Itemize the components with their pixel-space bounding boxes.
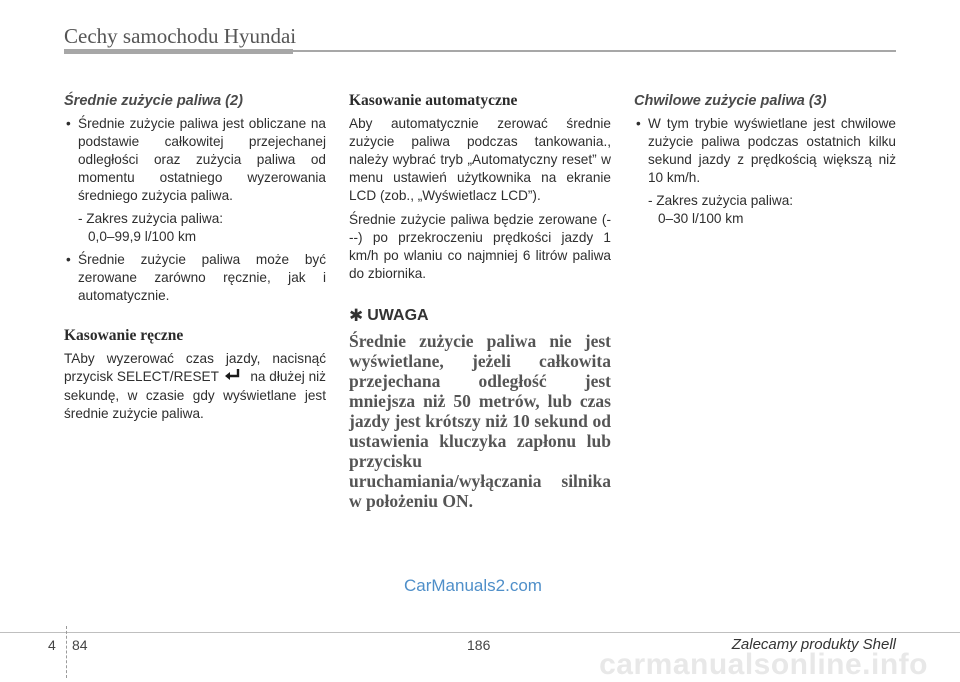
range-value: 0–30 l/100 km <box>658 211 744 226</box>
range-value: 0,0–99,9 l/100 km <box>88 229 197 244</box>
page-number: 84 <box>72 637 88 653</box>
auto-reset-condition-text: Średnie zużycie paliwa będzie zerowane (---) po przekroczeniu prędkości jazdy 1 km/h po wlaniu co najmniej 6 litrów paliwa do zbiornika. <box>349 212 611 281</box>
footer-site-watermark: carmanualsonline.info <box>599 648 928 681</box>
bullet-item <box>64 115 326 205</box>
page-header-title: Cechy samochodu Hyundai <box>64 24 297 48</box>
chapter-number: 4 <box>48 637 56 653</box>
bullet-item <box>64 251 326 305</box>
section-heading-manual-reset: Kasowanie ręczne <box>64 327 184 344</box>
range-label: - Zakres zużycia paliwa: <box>648 193 794 208</box>
note-text: Średnie zużycie paliwa nie jest wyświetlane, jeżeli całkowita przejechana odległość jest mniejsza niż 50 metrów, lub czas jazdy jest krótszy niż 10 sekund od ustawienia kluczyka zapłonu lub przycisku uruchamiania/wyłączania silnika w położeniu ON. <box>349 331 611 511</box>
footer-title: Zalecamy produkty Shell <box>731 636 896 653</box>
star-icon: ✱ <box>349 306 364 325</box>
bullet-dot: • <box>66 252 71 267</box>
section-heading-auto-reset: Kasowanie automatyczne <box>349 92 518 109</box>
column-right <box>634 92 896 233</box>
bullet-dot: • <box>66 116 71 131</box>
manual-reset-text <box>64 350 326 423</box>
bullet-text: Średnie zużycie paliwa jest obliczane na podstawie całkowitej przejechanej odległości oraz zużycia paliwa od momentu ostatniego wyzerowania średniego zużycia paliwa. <box>78 116 326 203</box>
footer-divider <box>66 626 67 678</box>
bullet-dot: • <box>636 116 641 131</box>
range-label: - Zakres zużycia paliwa: <box>78 211 224 226</box>
bullet-item <box>634 115 896 187</box>
section-heading-instant-consumption: Chwilowe zużycie paliwa (3) <box>634 93 827 109</box>
bullet-text: W tym trybie wyświetlane jest chwilowe zużycie paliwa podczas ostatnich kilku sekund jazdy z prędkością większą niż 10 km/h. <box>648 116 896 185</box>
watermark-link[interactable]: CarManuals2.com <box>404 576 542 595</box>
bullet-text: Średnie zużycie paliwa może być zerowane zarówno ręcznie, jak i automatycznie. <box>78 252 326 303</box>
range-item <box>634 192 896 228</box>
manual-reset-text-end: na dłużej niż sekundę, w czasie gdy wyświetlane jest średnie zużycie paliwa. <box>64 369 326 421</box>
column-middle <box>349 92 611 511</box>
auto-reset-text: Aby automatycznie zerować średnie zużycie paliwa podczas tankowania., należy wybrać tryb „Automatyczny reset” w menu ustawień użytkownika na ekranie LCD (zob., „Wyświetlacz LCD”). <box>349 116 611 203</box>
enter-return-icon <box>224 368 244 387</box>
footer-rule <box>0 632 960 633</box>
header-rule <box>64 50 896 52</box>
note-title: UWAGA <box>367 307 429 324</box>
column-left <box>64 92 326 423</box>
range-item <box>64 210 326 246</box>
manual-reset-text-start: TAby wyzerować czas jazdy, nacisnąć przycisk SELECT/RESET <box>64 351 326 385</box>
note-heading <box>349 307 611 325</box>
section-heading-average-consumption: Średnie zużycie paliwa (2) <box>64 93 243 109</box>
document-page-number: 186 <box>467 637 491 653</box>
